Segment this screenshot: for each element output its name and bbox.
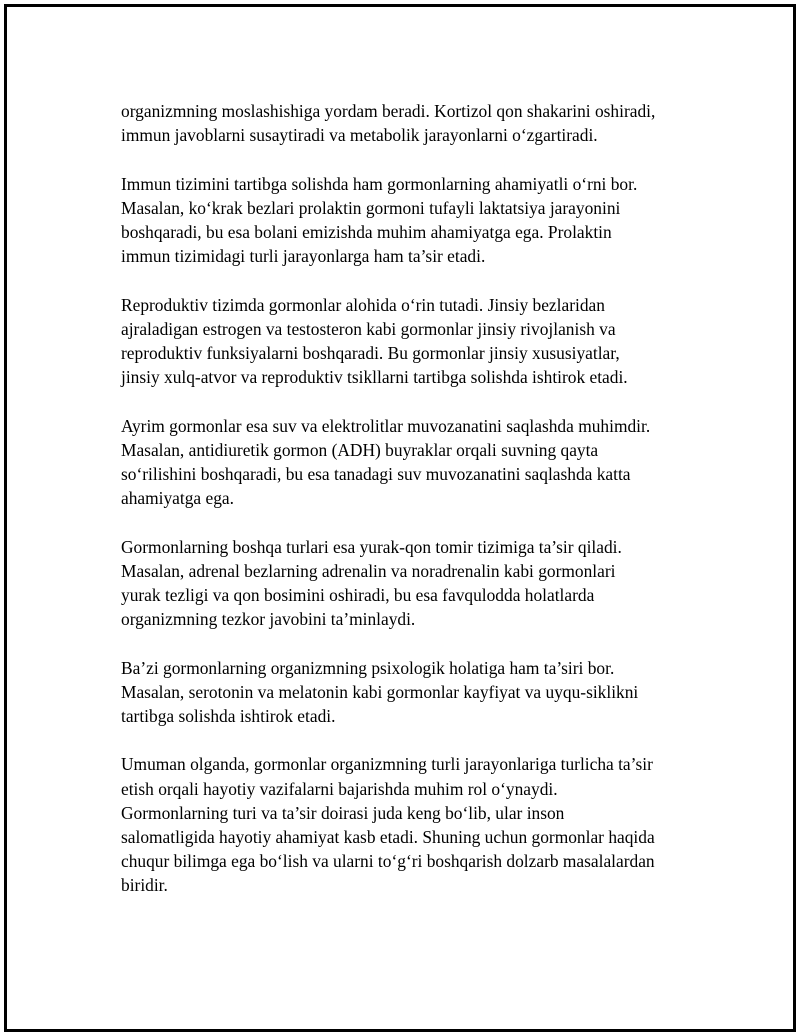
paragraph-cardiovascular: Gormonlarning boshqa turlari esa yurak-qon tomir tizimiga ta’sir qiladi. Masalan, adrenal bezlarning adrenalin va noradrenalin kabi gormonlari yurak tezligi va qon bosimini oshiradi, bu esa favqulodda holatlarda organizmning tezkor javobini ta’minlaydi.: [121, 536, 622, 630]
paragraph-conclusion: Umuman olganda, gormonlar organizmning turli jarayonlariga turlicha ta’sir etish orqali hayotiy vazifalarni bajarishda muhim rol o‘ynaydi. Gormonlarning turi va ta’sir doirasi juda keng bo‘lib, ular inson salomatligida hayotiy ahamiyat kasb etadi. Shuning uchun gormonlar haqida chuqur bilimga ega bo‘lish va ularni to‘g‘ri boshqarish dolzarb masalalardan biridir.: [121, 754, 655, 896]
document-body: [121, 99, 721, 922]
paragraph-water-electrolyte: Ayrim gormonlar esa suv va elektrolitlar muvozanatini saqlashda muhimdir. Masalan, antidiuretik gormon (ADH) buyraklar orqali suvning qayta so‘rilishini boshqaradi, bu esa tanadagi suv muvozanatini saqlashda katta ahamiyatga ega.: [121, 415, 651, 509]
paragraph-reproductive-system: Reproduktiv tizimda gormonlar alohida o‘rin tutadi. Jinsiy bezlaridan ajraladigan estrogen va testosteron kabi gormonlar jinsiy rivojlanish va reproduktiv funksiyalarni boshqaradi. Bu gormonlar jinsiy xususiyatlar, jinsiy xulq-atvor va reproduktiv tsikllarni tartibga solishda ishtirok etadi.: [121, 294, 628, 388]
paragraph-immune-system: Immun tizimini tartibga solishda ham gormonlarning ahamiyatli o‘rni bor. Masalan, ko‘krak bezlari prolaktin gormoni tufayli laktatsiya jarayonini boshqaradi, bu esa bolani emizishda muhim ahamiyatga ega. Prolaktin immun tizimidagi turli jarayonlarga ham ta’sir etadi.: [121, 173, 638, 267]
paragraph-psychological: Ba’zi gormonlarning organizmning psixologik holatiga ham ta’siri bor. Masalan, serotonin va melatonin kabi gormonlar kayfiyat va uyqu-siklikni tartibga solishda ishtirok etadi.: [121, 657, 639, 726]
page-frame: [4, 4, 796, 1032]
paragraph-adaptation: organizmning moslashishiga yordam beradi. Kortizol qon shakarini oshiradi, immun javoblarni susaytiradi va metabolik jarayonlarni o‘zgartiradi.: [121, 101, 656, 146]
